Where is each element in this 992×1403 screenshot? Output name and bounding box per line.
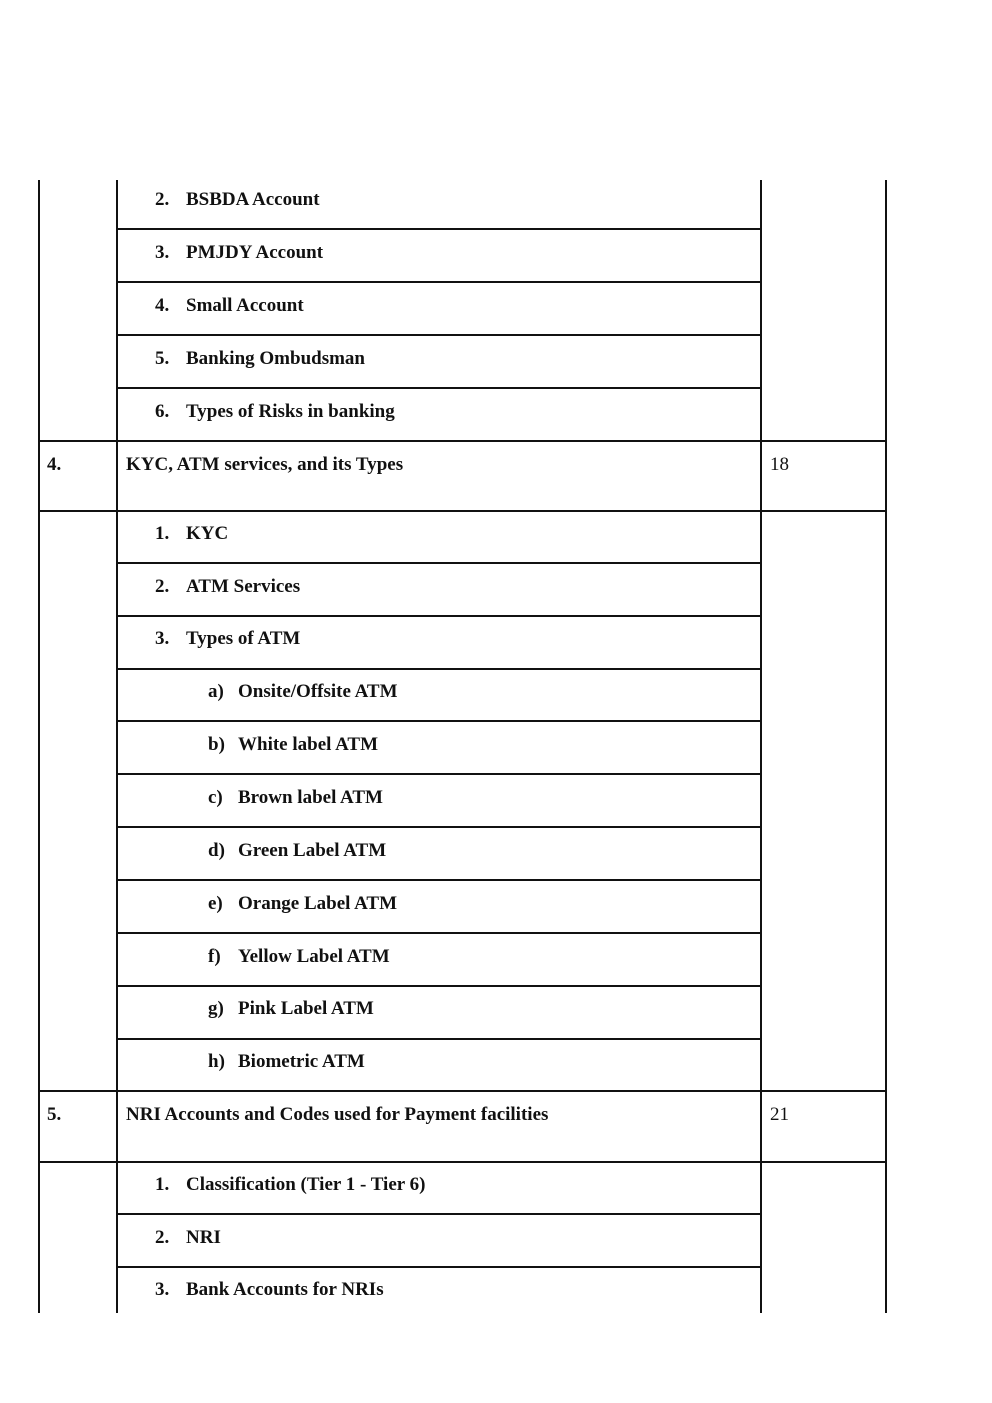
list-item: Small Account [186,295,304,316]
row-divider [116,826,762,828]
table-border-col2 [760,180,762,1313]
section-divider [38,1161,887,1163]
row-divider [116,615,762,617]
sub-item-marker: h) [208,1051,225,1072]
row-divider [116,773,762,775]
row-divider [116,334,762,336]
sub-item: Green Label ATM [238,840,387,861]
table-border-right [885,180,887,1313]
list-item-marker: 2. [155,1227,170,1248]
row-divider [116,879,762,881]
row-divider [116,1038,762,1040]
row-divider [116,932,762,934]
list-item: Banking Ombudsman [186,348,365,369]
table-border-col1 [116,180,118,1313]
sub-item-marker: b) [208,734,225,755]
sub-item-marker: d) [208,840,225,861]
section-page-number: 18 [770,454,789,475]
sub-item-marker: e) [208,893,223,914]
row-divider [116,1266,762,1268]
sub-item-marker: g) [208,998,224,1019]
list-item-marker: 3. [155,242,170,263]
row-divider [116,228,762,230]
section-divider [38,440,887,442]
section-title: NRI Accounts and Codes used for Payment facilities [126,1104,549,1125]
list-item-marker: 1. [155,523,170,544]
list-item-marker: 5. [155,348,170,369]
list-item: Types of ATM [186,628,301,649]
list-item-marker: 2. [155,576,170,597]
sub-item-marker: f) [208,946,221,967]
sub-item: Orange Label ATM [238,893,398,914]
row-divider [116,387,762,389]
list-item-marker: 6. [155,401,170,422]
list-item: Classification (Tier 1 - Tier 6) [186,1174,426,1195]
list-item: NRI [186,1227,221,1248]
sub-item: Brown label ATM [238,787,383,808]
section-divider [38,1090,887,1092]
sub-item-marker: c) [208,787,223,808]
list-item: ATM Services [186,576,301,597]
list-item-marker: 3. [155,1279,170,1300]
list-item-marker: 2. [155,189,170,210]
list-item-marker: 4. [155,295,170,316]
list-item-marker: 3. [155,628,170,649]
section-number: 5. [47,1104,62,1125]
row-divider [116,281,762,283]
list-item: Bank Accounts for NRIs [186,1279,384,1300]
row-divider [116,1213,762,1215]
section-page-number: 21 [770,1104,789,1125]
section-title: KYC, ATM services, and its Types [126,454,404,475]
list-item-marker: 1. [155,1174,170,1195]
table-border-left [38,180,40,1313]
list-item: KYC [186,523,229,544]
row-divider [116,985,762,987]
sub-item: Pink Label ATM [238,998,374,1019]
section-number: 4. [47,454,62,475]
sub-item: Onsite/Offsite ATM [238,681,398,702]
row-divider [116,720,762,722]
list-item: Types of Risks in banking [186,401,395,422]
section-divider [38,510,887,512]
sub-item: White label ATM [238,734,379,755]
row-divider [116,668,762,670]
row-divider [116,562,762,564]
sub-item: Yellow Label ATM [238,946,390,967]
sub-item: Biometric ATM [238,1051,365,1072]
list-item: BSBDA Account [186,189,320,210]
list-item: PMJDY Account [186,242,324,263]
sub-item-marker: a) [208,681,224,702]
